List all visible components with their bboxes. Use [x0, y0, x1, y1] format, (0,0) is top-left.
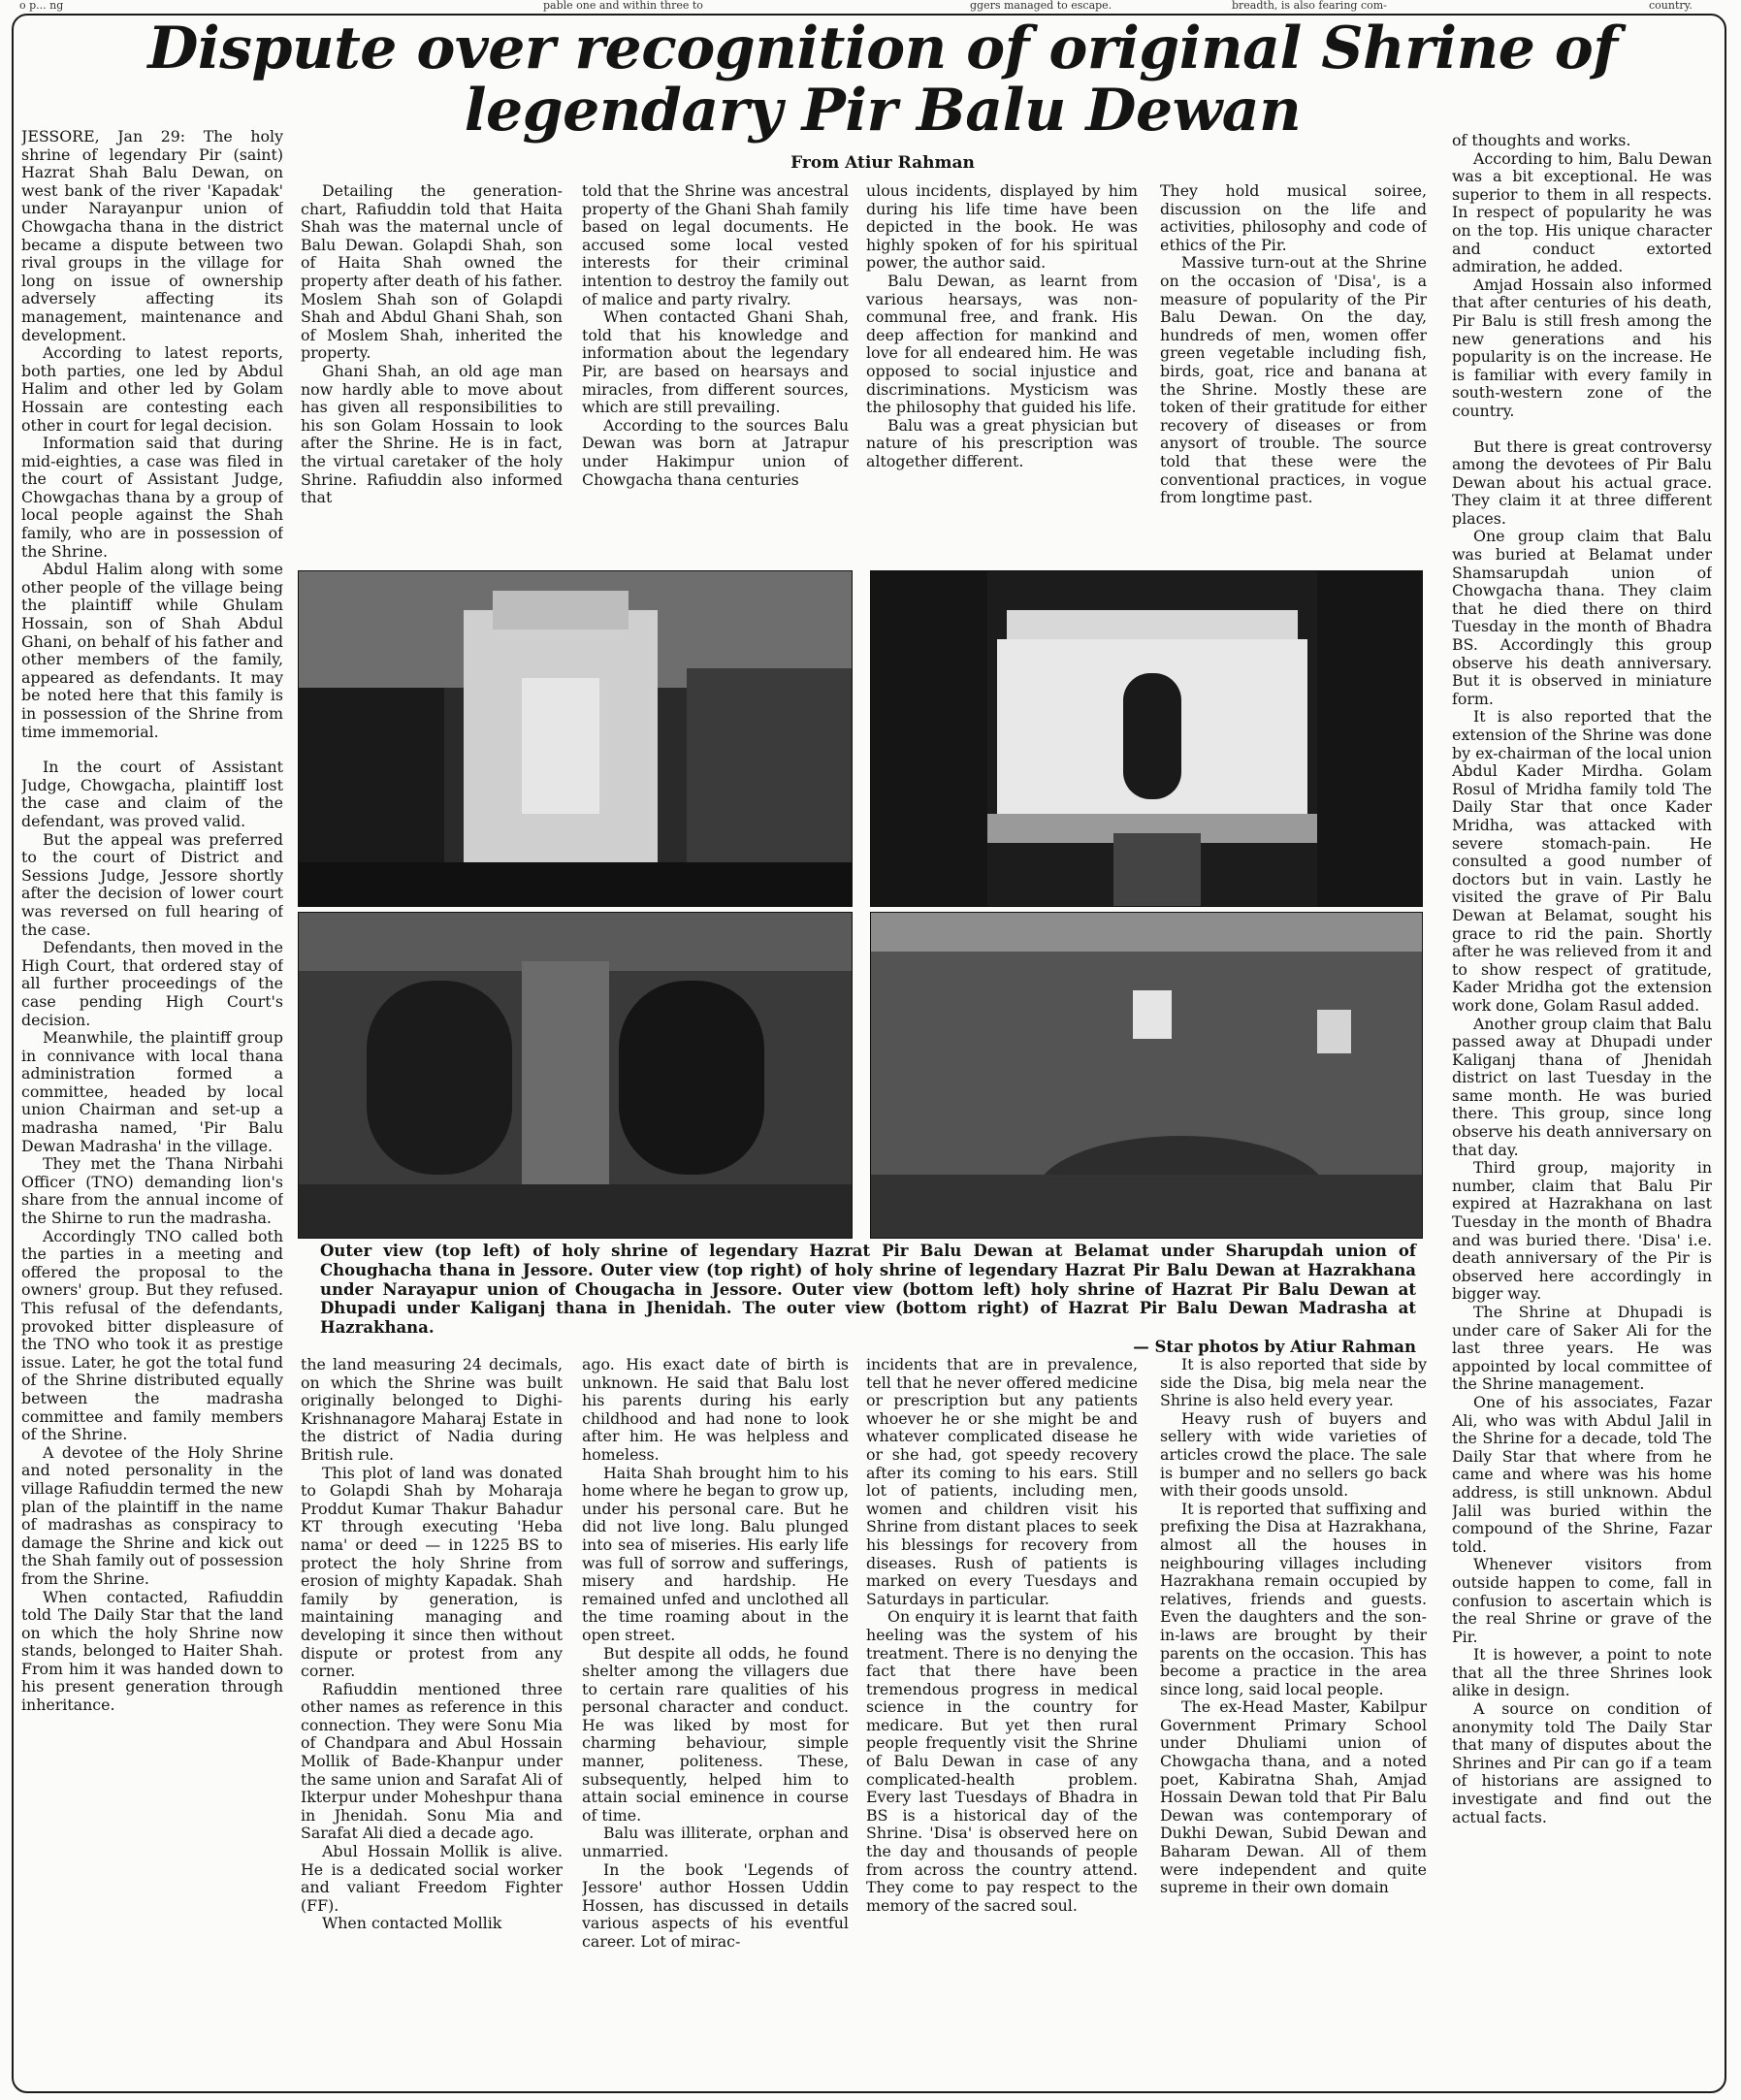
paragraph: But despite all odds, he found shelter among the villagers due to certain rare qualities of his personal character and conduct. He was liked by most for charming behaviour, simple manner, politeness. These, subsequently, helped him to attain social eminence in course of time.	[582, 1643, 849, 1825]
top-scrap-text: pable one and within three to	[543, 0, 703, 12]
paragraph: According to him, Balu Dewan was a bit exceptional. He was superior to them in all respects. In respect of popularity he was on the top. His unique character and conduct extorted admiration, he added.	[1452, 148, 1712, 276]
article-column-4-top	[866, 182, 1138, 559]
paragraph: When contacted, Rafiuddin told The Daily Star that the land on which the holy Shrine now stands, belonged to Haiter Shah. From him it was handed down to his present generation through inheritance.	[21, 1587, 283, 1715]
paragraph: Accordingly TNO called both the parties in a meeting and offered the proposal to the owners' group. But they refused. This refusal of the defendants, provoked bitter displeasure of the TNO who took it as prestige issue. Later, he got the total fund of the Shrine distributed equally between the madrasha committee and family members of the Shrine.	[21, 1226, 283, 1444]
paragraph: In the book 'Legends of Jessore' author Hossen Uddin Hossen, has discussed in details various aspects of his eventful career. Lot of mirac-	[582, 1859, 849, 1951]
article-column-6	[1452, 132, 1712, 2082]
article-column-4-bottom	[866, 1356, 1138, 2084]
paragraph: But there is great controversy among the devotees of Pir Balu Dewan about his actual grace. They claim it at three different places.	[1452, 436, 1712, 528]
top-scrap-text: o p... ng	[19, 0, 64, 12]
top-scrap-text: ggers managed to escape.	[970, 0, 1112, 12]
paragraph: It is however, a point to note that all the three Shrines look alike in design.	[1452, 1645, 1712, 1700]
paragraph: Another group claim that Balu passed away at Dhupadi under Kaliganj thana of Jhenidah district on last Tuesday in the same month. He was buried there. This group, since long observe his death anniversary on that day.	[1452, 1014, 1712, 1159]
paragraph: ago. His exact date of birth is unknown. He said that Balu lost his parents during his early childhood and had none to look after him. He was helpless and homeless.	[582, 1356, 849, 1464]
paragraph: Abul Hossain Mollik is alive. He is a dedicated social worker and valiant Freedom Fighter (FF).	[301, 1842, 563, 1915]
paragraph: They met the Thana Nirbahi Officer (TNO) demanding lion's share from the annual income of the Shirne to run the madrasha.	[21, 1154, 283, 1228]
article-column-5-bottom	[1160, 1356, 1427, 2084]
paragraph: ulous incidents, displayed by him during his life time have been depicted in the book. He was highly spoken of for his spiritual power, the author said.	[866, 182, 1138, 273]
paragraph: According to the sources Balu Dewan was born at Jatrapur under Hakimpur union of Chowgacha thana centuries	[582, 415, 849, 489]
paragraph: Heavy rush of buyers and sellery with wide varieties of articles crowd the place. The sale is bumper and no sellers go back with their goods unsold.	[1160, 1408, 1427, 1501]
paragraph: the land measuring 24 decimals, on which the Shrine was built originally belonged to Dighi-Krishnanagore Maharaj Estate in the district of Nadia during British rule.	[301, 1356, 563, 1464]
paragraph: It is also reported that the extension of the Shrine was done by ex-chairman of the local union Abdul Kader Mirdha. Golam Rosul of Mridha family told The Daily Star that once Kader Mridha, was attacked with severe stomach-pain. He consulted a good number of doctors but in vain. Lastly he visited the grave of Pir Balu Dewan at Belamat, sought his grace to rid the pain. Shortly after he was relieved from it and to show respect of gratitude, Kader Mridha got the extension work done, Golam Rasul added.	[1452, 707, 1712, 1015]
paragraph: JESSORE, Jan 29: The holy shrine of legendary Pir (saint) Hazrat Shah Balu Dewan, on west bank of the river 'Kapadak' under Narayanpur union of Chowgacha thana in the district became a dispute between two rival groups in the village for long on issue of ownership adversely affecting its management, maintenance and development.	[21, 128, 283, 344]
paragraph: But the appeal was preferred to the court of District and Sessions Judge, Jessore shortly after the decision of lower court was reversed on full hearing of the case.	[21, 829, 283, 939]
article-column-3-bottom	[582, 1356, 849, 2084]
paragraph: told that the Shrine was ancestral property of the Ghani Shah family based on legal documents. He accused some local vested interests for their criminal intention to destroy the family out of malice and party rivalry.	[582, 182, 849, 308]
paragraph: Massive turn-out at the Shrine on the occasion of 'Disa', is a measure of popularity of the Pir Balu Dewan. On the day, hundreds of men, women offer green vegetable including fish, birds, goat, rice and banana at the Shrine. Mostly these are token of their gratitude for either recovery of diseases or from anysort of trouble. The source told that these were the conventional practices, in vogue from longtime past.	[1160, 253, 1427, 507]
paragraph: Abdul Halim along with some other people of the village being the plaintiff while Ghulam Hossain, son of Shah Abdul Ghani, on behalf of his father and other members of the family, appeared as defendants. It may be noted here that this family is in possession of the Shrine from time immemorial.	[21, 560, 283, 741]
paragraph: This plot of land was donated to Golapdi Shah by Moharaja Proddut Kumar Thakur Bahadur KT through executing 'Heba nama' or deed — in 1225 BS to protect the holy Shrine from erosion of mighty Kapadak. Shah family by generation, is maintaining managing and developing it since then without dispute or protest from any corner.	[301, 1463, 563, 1681]
paragraph: The ex-Head Master, Kabilpur Government Primary School under Dhuliami union of Chowgacha thana, and a noted poet, Kabiratna Shah, Amjad Hossain Dewan told that Pir Balu Dewan was contemporary of Dukhi Dewan, Subid Dewan and Baharam Dewan. All of them were independent and quite supreme in their own domain	[1160, 1697, 1427, 1897]
paragraph: One of his associates, Fazar Ali, who was with Abdul Jalil in the Shrine for a decade, told The Daily Star that where from he came and where was his home address, is still unknown. Abdul Jalil was buried within the compound of the Shrine, Fazar told.	[1452, 1392, 1712, 1556]
paragraph: On enquiry it is learnt that faith heeling was the system of his treatment. There is no denying the fact that there have been tremendous progress in medical science in the country for medicare. But yet then rural people frequently visit the Shrine of Balu Dewan in case of any complicated-health problem. Every last Tuesdays of Bhadra in BS is a historical day of the Shrine. 'Disa' is observed here on the day and thousands of people from across the country attend. They come to pay respect to the memory of the sacred soul.	[866, 1607, 1138, 1915]
paragraph: Balu Dewan, as learnt from various hearsays, was non-communal free, and frank. His deep affection for mankind and love for all endeared him. He was opposed to social injustice and discriminations. Mysticism was the philosophy that guided his life.	[866, 271, 1138, 417]
paragraph: Information said that during mid-eighties, a case was filed in the court of Assistant Judge, Chowgachas thana by a group of local people against the Shah family, who are in possession of the Shrine.	[21, 434, 283, 561]
paragraph: Meanwhile, the plaintiff group in connivance with local thana administration formed a committee, headed by local union Chairman and set-up a madrasha named, 'Pir Balu Dewan Madrasha' in the village.	[21, 1028, 283, 1155]
article-column-5-top	[1160, 182, 1427, 559]
paragraph: It is also reported that side by side the Disa, big mela near the Shrine is also held every year.	[1160, 1356, 1427, 1410]
paragraph: Haita Shah brought him to his home where he began to grow up, under his personal care. But he did not live long. Balu plunged into sea of miseries. His early life was full of sorrow and sufferings, misery and hardship. He remained unfed and unclothed all the time roaming about in the open street.	[582, 1463, 849, 1644]
article-byline: From Atiur Rahman	[790, 153, 975, 173]
top-scrap-text: breadth, is also fearing com-	[1232, 0, 1387, 12]
shrine-photo-top-right	[870, 570, 1423, 907]
paragraph: When contacted Mollik	[322, 1914, 502, 1933]
shrine-photo-top-left	[298, 570, 853, 907]
paragraph: They hold musical soiree, discussion on the life and activities, philosophy and code of ethics of the Pir.	[1160, 182, 1427, 254]
article-headline: Dispute over recognition of original Shrine of legendary Pir Balu Dewan	[147, 15, 1618, 145]
paragraph: Balu was illiterate, orphan and unmarried.	[582, 1824, 849, 1861]
caption-text: Outer view (top left) of holy shrine of legendary Hazrat Pir Balu Dewan at Belamat under Sharupdah union of Choughacha thana in Jessore. Outer view (top right) of holy shrine of legendary Hazrat Pir Balu Dewan at Hazrakhana under Narayapur union of Chougacha in Jessore. Outer view (bottom left) holy shrine of Hazrat Pir Balu Dewan at Dhupadi under Kaliganj thana in Jhenidah. The outer view (bottom right) of Hazrat Pir Balu Dewan Madrasha at Hazrakhana.	[320, 1242, 1416, 1338]
shrine-photo-bottom-left	[298, 912, 853, 1239]
paragraph: incidents that are in prevalence, tell that he never offered medicine or prescription but any patients whoever he or she might be and whatever complicated disease he or she had, got speedy recovery after its coming to his ears. Still lot of patients, including men, women and children visit his Shrine from distant places to seek his blessings for recovery from diseases. Rush of patients is marked on every Tuesdays and Saturdays in particular.	[866, 1356, 1138, 1608]
paragraph: According to latest reports, both parties, one led by Abdul Halim and other led by Golam Hossain are contesting each other in court for legal decision.	[21, 343, 283, 435]
photo-credit: — Star photos by Atiur Rahman	[1133, 1337, 1416, 1356]
paragraph: Amjad Hossain also informed that after centuries of his death, Pir Balu is still fresh among the new generations and his popularity is on the increase. He is familiar with every family in south-western zone of the country.	[1452, 275, 1712, 420]
paragraph: Ghani Shah, an old age man now hardly able to move about has given all responsibilities to his son Golam Hossain to look after the Shrine. He is in fact, the virtual caretaker of the holy Shrine. Rafiuddin also informed that	[301, 361, 563, 507]
article-column-1	[21, 128, 283, 2078]
paragraph: One group claim that Balu was buried at Belamat under Shamsarupdah union of Chowgacha thana. They claim that he died there on third Tuesday in the month of Bhadra BS. Accordingly this group observe his death anniversary. But it is observed in miniature form.	[1452, 527, 1712, 708]
paragraph: Whenever visitors from outside happen to come, fall in confusion to ascertain which is the real Shrine or grave of the Pir.	[1452, 1555, 1712, 1646]
madrasha-photo-bottom-right	[870, 912, 1423, 1239]
paragraph: Balu was a great physician but nature of his prescription was altogether different.	[866, 415, 1138, 470]
paragraph: Defendants, then moved in the High Court, that ordered stay of all further proceedings of the case pending High Court's decision.	[21, 938, 283, 1029]
paragraph: When contacted Ghani Shah, told that his knowledge and information about the legendary Pir, are based on hearsays and miracles, from different sources, which are still prevailing.	[582, 307, 849, 417]
article-column-3-top	[582, 182, 849, 559]
paragraph: Rafiuddin mentioned three other names as reference in this connection. They were Sonu Mia of Chandpara and Abul Hossain Mollik of Bade-Khanpur under the same union and Sarafat Ali of Ikterpur under Moheshpur thana in Jhenidah. Sonu Mia and Sarafat Ali died a decade ago.	[301, 1679, 563, 1843]
top-clipping-remnants	[0, 0, 1741, 14]
article-column-2-bottom	[301, 1356, 563, 2084]
paragraph: Third group, majority in number, claim that Balu Pir expired at Hazrakhana on last Tuesday in the month of Bhadra and was buried there. 'Disa' i.e. death anniversary of the Pir is observed here accordingly in bigger way.	[1452, 1158, 1712, 1304]
top-scrap-text: country.	[1649, 0, 1693, 12]
paragraph: The Shrine at Dhupadi is under care of Saker Ali for the last three years. He was appointed by local committee of the Shrine management.	[1452, 1303, 1712, 1394]
paragraph: A source on condition of anonymity told The Daily Star that many of disputes about the Shrines and Pir can go if a team of historians are assigned to investigate and find out the actual facts.	[1452, 1699, 1712, 1826]
article-column-2-top	[301, 182, 563, 559]
photo-caption	[320, 1242, 1416, 1357]
paragraph: In the court of Assistant Judge, Chowgacha, plaintiff lost the case and claim of the defendant, was proved valid.	[21, 758, 283, 830]
paragraph: of thoughts and works.	[1452, 132, 1631, 149]
paragraph: A devotee of the Holy Shrine and noted personality in the village Rafiuddin termed the new plan of the plaintiff in the name of madrashas as conspiracy to damage the Shrine and kick out the Shah family out of possession from the Shrine.	[21, 1442, 283, 1588]
paragraph: Detailing the generation-chart, Rafiuddin told that Haita Shah was the maternal uncle of Balu Dewan. Golapdi Shah, son of Haita Shah owned the property after death of his father. Moslem Shah son of Golapdi Shah and Abdul Ghani Shah, son of Moslem Shah, inherited the property.	[301, 182, 563, 363]
paragraph: It is reported that suffixing and prefixing the Disa at Hazrakhana, almost all the houses in neighbouring villages including Hazrakhana remain occupied by relatives, friends and guests. Even the daughters and the son-in-laws are brought by their parents on the occasion. This has become a practice in the area since long, said local people.	[1160, 1499, 1427, 1698]
